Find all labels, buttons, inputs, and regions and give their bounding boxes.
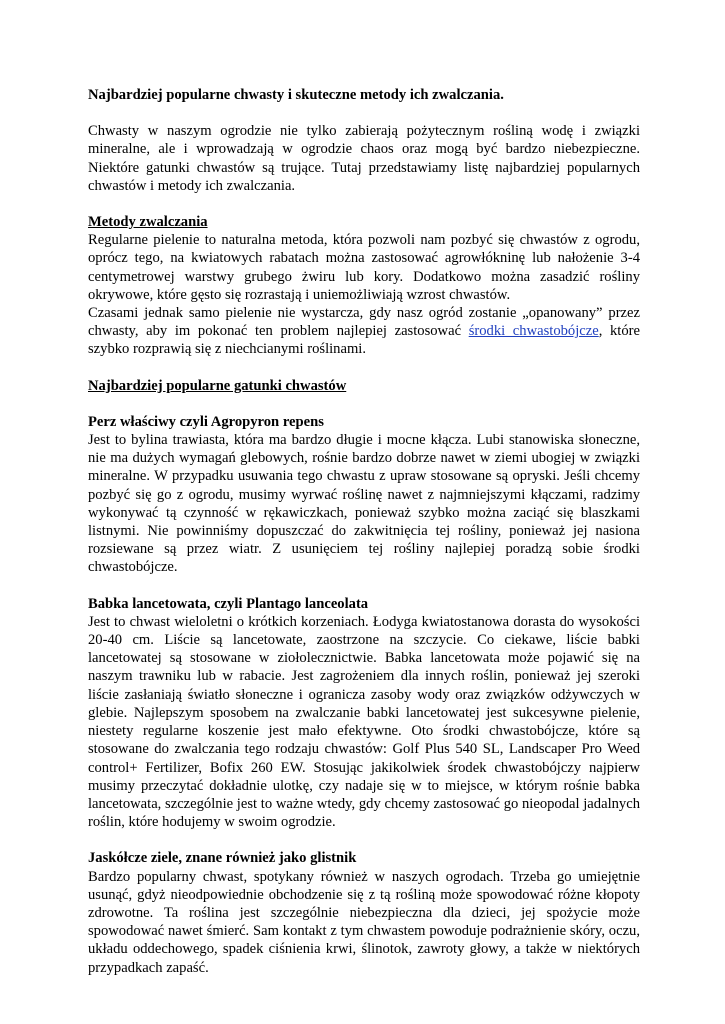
methods-paragraph-2-text-after: , które szybko rozprawią się z niechcianymi roślinami. (88, 323, 640, 358)
methods-paragraph-1: Regularne pielenie to naturalna metoda, która pozwoli nam pozbyć się chwastów z ogrodu, oprócz tego, na kwiatowych rabatach można zastosować agrowłókninę lub nałożenie 3-4 centymetrowej warstwy grubego żwiru lub kory. Dodatkowo można zasadzić rośliny okrywowe, które gęsto się rozrastają i uniemożliwiają wzrost chwastów. (88, 232, 640, 303)
methods-paragraph-2 (88, 304, 640, 359)
species-text-greater-celandine: Bardzo popularny chwast, spotykany również w naszych ogrodach. Trzeba go umiejętnie usunąć, gdyż nieodpowiednie obchodzenie się z tą rośliną może spowodować różne kłopoty zdrowotne. Ta roślina jest szczególnie niebezpieczna dla dzieci, jej spożycie może spowodować nawet śmierć. Sam kontakt z tym chwastem powoduje podrażnienie skóry, oczu, układu oddechowego, spadek ciśnienia krwi, ślinotok, zawroty głowy, a także w niektórych przypadkach zapaść. (88, 868, 640, 976)
species-name-greater-celandine: Jaskółcze ziele, znane również jako glistnik (88, 850, 357, 867)
species-heading: Najbardziej popularne gatunki chwastów (88, 377, 347, 394)
species-text-couch-grass: Jest to bylina trawiasta, która ma bardzo długie i mocne kłącza. Lubi stanowiska słoneczne, nie ma dużych wymagań glebowych, rośnie bardzo dobrze nawet w ziemi ubogiej w związki mineralne. W przypadku usuwania tego chwastu z upraw stosowane są opryski. Jeśli chcemy pozbyć się go z ogrodu, musimy wyrwać roślinę nawet z najmniejszymi kłączami, radzimy wykonywać tą czynność w rękawiczkach, ponieważ szybko można zaciąć się blaszkami listnymi. Nie powinniśmy dopuszczać do zakwitnięcia tej rośliny, ponieważ jej nasiona rozsiewane są przez wiatr. Z usunięciem tej rośliny najlepiej poradzą sobie środki chwastobójcze. (88, 432, 640, 576)
species-name-ribwort-plantain: Babka lancetowata, czyli Plantago lanceolata (88, 595, 369, 612)
document-title: Najbardziej popularne chwasty i skuteczne metody ich zwalczania. (88, 87, 504, 103)
herbicides-link[interactable]: środki chwastobójcze (468, 323, 599, 340)
methods-paragraph-2-text-before: Czasami jednak samo pielenie nie wystarcza, gdy nasz ogród zostanie „opanowany” przez chwasty, aby im pokonać ten problem najlepiej zastosować (88, 305, 640, 340)
intro-paragraph: Chwasty w naszym ogrodzie nie tylko zabierają pożytecznym rośliną wodę i związki mineralne, ale i wprowadzają w ogrodzie chaos oraz mogą być bardzo niebezpieczne. Niektóre gatunki chwastów są trujące. Tutaj przedstawiamy listę najbardziej popularnych chwastów i metody ich zwalczania. (88, 123, 640, 194)
methods-heading: Metody zwalczania (88, 214, 208, 231)
species-name-couch-grass: Perz właściwy czyli Agropyron repens (88, 413, 324, 430)
species-text-ribwort-plantain: Jest to chwast wieloletni o krótkich korzeniach. Łodyga kwiatostanowa dorasta do wysokości 20-40 cm. Liście są lancetowate, zaostrzone na szczycie. Co ciekawe, liście babki lancetowatej są stosowane w ziołolecznictwie. Babka lancetowata może pojawić się na naszym trawniku lub w rabacie. Jest zagrożeniem dla innych roślin, ponieważ jej szeroki liście zasłaniają światło słoneczne i ogranicza zasoby wody oraz związków odżywczych w glebie. Najlepszym sposobem na zwalczanie babki lancetowatej jest sukcesywne pielenie, niestety regularne koszenie jest mało efektywne. Oto środki chwastobójcze, które są stosowane do zwalczania tego rodzaju chwastów: Golf Plus 540 SL, Landscaper Pro Weed control+ Fertilizer, Bofix 260 EW. Stosując jakikolwiek środek chwastobójczy najpierw musimy przeczytać dokładnie ulotkę, czy nadaje się w to miejsce, w którym rośnie babka lancetowata, szczególnie jest to ważne wtedy, gdy chcemy zastosować go nieopodal jadalnych roślin, które hodujemy w swoim ogrodzie. (88, 613, 640, 831)
document-page (88, 86, 640, 977)
